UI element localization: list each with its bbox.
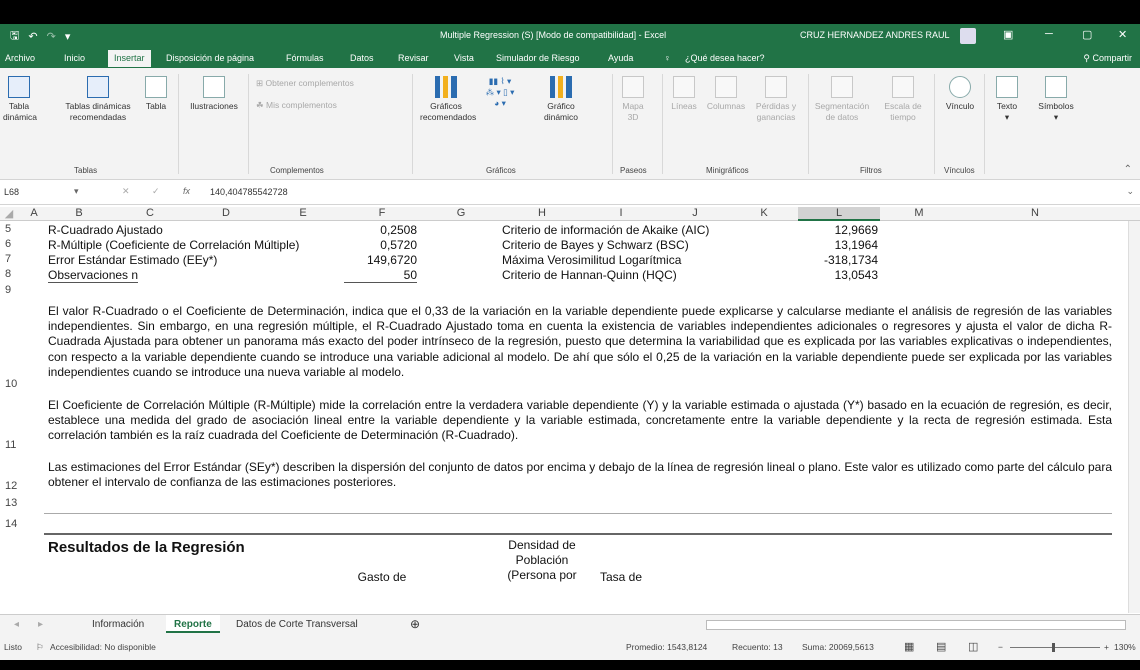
col-l[interactable]: L xyxy=(798,207,880,221)
recommended-charts-icon xyxy=(435,76,457,98)
link-button[interactable] xyxy=(940,76,980,112)
expand-formula-icon[interactable]: ⌄ xyxy=(1126,186,1134,196)
get-addins-label: Obtener complementos xyxy=(265,78,354,88)
pivot-table-label: Tabla dinámica xyxy=(3,101,38,122)
stat-value[interactable]: 0,2508 xyxy=(380,223,417,237)
symbols-label: Símbolos xyxy=(1038,101,1074,111)
stat-label[interactable]: Criterio de información de Akaike (AIC) xyxy=(502,223,710,237)
divider xyxy=(808,74,809,174)
status-count[interactable]: Recuento: 13 xyxy=(732,642,783,652)
page-layout-icon[interactable]: ▤ xyxy=(936,641,947,653)
status-mode: Listo xyxy=(4,642,22,652)
sparkline-winloss-button[interactable] xyxy=(750,76,802,123)
group-paseos: Paseos xyxy=(620,166,647,175)
scatter-chart-icon: ⁂ ▾ ▯ ▾ xyxy=(485,87,515,97)
recommended-pivot-label: Tablas dinámicas recomendadas xyxy=(65,101,131,122)
row-14[interactable]: 14 xyxy=(5,518,18,530)
stat-label[interactable]: Máxima Verosimilitud Logarítmica xyxy=(502,253,682,267)
recommended-pivot-button[interactable] xyxy=(58,76,138,123)
stat-value[interactable]: 12,9669 xyxy=(834,223,878,237)
status-average[interactable]: Promedio: 1543,8124 xyxy=(626,642,708,652)
omega-icon xyxy=(1045,76,1067,98)
sparkline-lines-button[interactable] xyxy=(668,76,700,112)
row-9[interactable]: 9 xyxy=(5,284,12,296)
section-heading[interactable]: Resultados de la Regresión xyxy=(48,539,245,556)
row-13[interactable]: 13 xyxy=(5,497,18,509)
col-m[interactable]: M xyxy=(914,207,924,219)
map3d-button[interactable] xyxy=(618,76,648,123)
divider xyxy=(662,74,663,174)
row-10[interactable]: 10 xyxy=(5,378,18,390)
illustrations-icon xyxy=(203,76,225,98)
cancel-icon[interactable]: ✕ xyxy=(122,186,130,196)
row-11[interactable]: 11 xyxy=(5,439,17,451)
tab-inicio[interactable]: Inicio xyxy=(64,53,86,63)
pie-chart-icon: ◕ ▾ xyxy=(494,98,506,108)
person-icon: ⚲ xyxy=(1083,53,1093,63)
window-title: Multiple Regression (S) [Modo de compatibilidad] - Excel xyxy=(440,30,667,40)
tell-me-search[interactable]: ¿Qué desea hacer? xyxy=(685,53,765,63)
tab-ayuda[interactable]: Ayuda xyxy=(608,53,634,63)
normal-view-icon[interactable]: ▦ xyxy=(904,641,915,653)
line-sparkline-icon xyxy=(673,76,695,98)
pivot-chart-button[interactable] xyxy=(536,76,586,123)
row-7[interactable]: 7 xyxy=(5,253,12,265)
next-sheet-icon[interactable]: ▸ xyxy=(38,619,44,630)
stat-value[interactable]: 149,6720 xyxy=(366,253,417,267)
chart-types-buttons[interactable] xyxy=(478,76,522,109)
pivot-table-button[interactable] xyxy=(3,76,38,123)
group-tablas: Tablas xyxy=(74,166,98,175)
recommended-charts-button[interactable] xyxy=(420,76,477,123)
customize-qat-icon[interactable]: ▾ xyxy=(64,30,71,43)
undo-icon[interactable]: ↶ xyxy=(28,30,38,43)
tab-disposicion[interactable]: Disposición de página xyxy=(166,53,255,63)
page-break-icon[interactable]: ◫ xyxy=(968,641,979,653)
ribbon-display-icon[interactable]: ▣ xyxy=(1003,29,1014,41)
timeline-label: Escala de tiempo xyxy=(884,101,922,122)
sparkline-columns-button[interactable] xyxy=(704,76,748,112)
tab-simulador[interactable]: Simulador de Riesgo xyxy=(496,53,580,63)
table-button[interactable] xyxy=(142,76,170,112)
link-label: Vínculo xyxy=(945,101,975,111)
col-a[interactable]: A xyxy=(30,207,38,219)
share-button[interactable] xyxy=(1083,53,1132,64)
col-k[interactable]: K xyxy=(760,207,768,219)
accessibility-status[interactable]: Accesibilidad: No disponible xyxy=(50,642,156,652)
divider xyxy=(934,74,935,174)
enter-icon[interactable]: ✓ xyxy=(152,186,160,196)
stat-value[interactable]: 13,0543 xyxy=(834,268,878,282)
addins-icon: ☘ xyxy=(256,100,266,110)
stat-value[interactable]: 13,1964 xyxy=(834,238,878,252)
zoom-in-icon[interactable]: + xyxy=(1104,642,1109,652)
sheet-tab-informacion[interactable]: Información xyxy=(92,619,145,630)
text-button[interactable]: Texto ▾ xyxy=(990,76,1024,123)
stat-label[interactable]: R-Cuadrado Ajustado xyxy=(48,223,163,237)
illustrations-label: Ilustraciones xyxy=(190,101,238,111)
col-f[interactable]: F xyxy=(378,207,386,219)
slicer-label: Segmentación de datos xyxy=(814,101,870,122)
text-icon xyxy=(996,76,1018,98)
column-sparkline-icon xyxy=(715,76,737,98)
sparkline-winloss-label: Pérdidas y ganancias xyxy=(755,101,797,122)
tab-insertar[interactable]: Insertar xyxy=(108,50,151,67)
sheet-tabs-bar xyxy=(0,614,1140,634)
sparkline-lines-label: Líneas xyxy=(671,101,697,111)
winloss-sparkline-icon xyxy=(765,76,787,98)
illustrations-button[interactable] xyxy=(184,76,244,112)
share-label: Compartir xyxy=(1092,53,1132,63)
table-label: Tabla xyxy=(145,101,167,111)
stat-label[interactable]: Criterio de Bayes y Schwarz (BSC) xyxy=(502,238,689,252)
paragraph-r-squared[interactable]: El valor R-Cuadrado o el Coeficiente de Determinación, indica que el 0,33 de la variación en la variable dependiente puede explicarse y calcularse mediante el análisis de regresión de las variables independientes. Sin embargo, en una regresión múltiple, el R-Cuadrado Ajustado toma en cuenta la existencia de variables independientes adicionales o regresores y ajusta el valor de dicha R-Cuadrada Ajustada para obtener un panorama más exacto del poder intrínseco de la regresión, puesto que determina la variabilidad que es explicada por las variables explicativas o independientes, con respecto a la variable dependiente cuando se introduce una variable adicional al modelo. De ahí que sólo el 0,25 de la variación en la variable dependiente puede ser explicada por las variables independientes cuando se introduce una nueva variable al modelo. xyxy=(48,304,1112,379)
col-b[interactable]: B xyxy=(75,207,83,219)
group-graficos: Gráficos xyxy=(486,166,516,175)
tab-revisar[interactable]: Revisar xyxy=(398,53,429,63)
excel-window xyxy=(0,24,1140,653)
lightbulb-icon: ♀ xyxy=(664,53,671,63)
stat-label[interactable]: R-Múltiple (Coeficiente de Correlación Múltiple) xyxy=(48,238,300,252)
title-bar xyxy=(0,24,1140,48)
accessibility-icon[interactable]: ⚐ xyxy=(36,642,44,652)
tab-formulas[interactable]: Fórmulas xyxy=(286,53,324,63)
pivot-chart-label: Gráfico dinámico xyxy=(543,101,579,122)
col-n[interactable]: N xyxy=(1031,207,1039,219)
group-filtros: Filtros xyxy=(860,166,882,175)
paragraph-r-multiple[interactable]: El Coeficiente de Correlación Múltiple (R-Múltiple) mide la correlación entre la verdadera variable dependiente (Y) y la variable estimada o ajustada (Y*) basado en la ecuación de regresión, es decir, establece una medida del grado de asociación lineal entre la variable dependiente y la variable estimada, concretamente entre la variable dependiente y la recta de regresión estimada. Esta correlación también es la raíz cuadrada del Coeficiente de Determinación (R-Cuadrado). xyxy=(48,398,1112,443)
timeline-icon xyxy=(892,76,914,98)
divider xyxy=(248,74,249,174)
namebox-dropdown-icon[interactable]: ▾ xyxy=(74,186,79,196)
sparkline-columns-label: Columnas xyxy=(706,101,746,111)
store-icon: ⊞ xyxy=(256,78,266,88)
pivot-chart-icon xyxy=(550,76,572,98)
col-c[interactable]: C xyxy=(146,207,154,219)
divider xyxy=(612,74,613,174)
row-6[interactable]: 6 xyxy=(5,238,12,250)
row-12[interactable]: 12 xyxy=(5,480,18,492)
timeline-button[interactable] xyxy=(878,76,928,123)
get-addins-button[interactable] xyxy=(256,78,354,89)
table-icon xyxy=(145,76,167,98)
stat-label[interactable]: Error Estándar Estimado (EEy*) xyxy=(48,253,218,267)
slicer-icon xyxy=(831,76,853,98)
col-h[interactable]: H xyxy=(538,207,546,219)
name-box[interactable]: L68 xyxy=(4,187,20,197)
symbols-button[interactable]: Símbolos ▾ xyxy=(1034,76,1078,123)
user-name[interactable]: CRUZ HERNANDEZ ANDRES RAUL xyxy=(800,30,950,40)
divider xyxy=(178,74,179,174)
column-headers xyxy=(0,207,1140,221)
tab-datos[interactable]: Datos xyxy=(350,53,374,63)
vertical-scrollbar[interactable] xyxy=(1128,221,1140,613)
stat-value[interactable]: 0,5720 xyxy=(380,238,417,252)
group-complementos: Complementos xyxy=(270,166,324,175)
column-header-gasto[interactable]: Gasto de xyxy=(357,570,407,584)
stat-label[interactable]: Observaciones n xyxy=(48,268,139,282)
minimize-button[interactable]: ─ xyxy=(1045,28,1053,40)
globe-link-icon xyxy=(949,76,971,98)
formula-input[interactable]: 140,404785542728 xyxy=(210,187,288,197)
heading-rule xyxy=(44,533,1112,535)
text-label: Texto xyxy=(996,101,1018,111)
close-button[interactable]: ✕ xyxy=(1118,29,1128,41)
col-g[interactable]: G xyxy=(456,207,466,219)
column-header-tasa[interactable]: Tasa de xyxy=(599,570,643,584)
stat-value[interactable]: 50 xyxy=(344,268,417,283)
zoom-thumb[interactable] xyxy=(1052,643,1055,652)
group-vinculos: Vínculos xyxy=(944,166,975,175)
avatar[interactable] xyxy=(960,28,976,44)
sheet-tab-datos[interactable]: Datos de Corte Transversal xyxy=(236,619,358,630)
col-e[interactable]: E xyxy=(299,207,307,219)
zoom-slider[interactable] xyxy=(1010,647,1100,648)
divider xyxy=(412,74,413,174)
fx-icon[interactable]: fx xyxy=(183,186,191,196)
slicer-button[interactable] xyxy=(814,76,870,123)
collapse-ribbon-icon[interactable]: ⌃ xyxy=(1123,164,1132,175)
formula-bar xyxy=(0,181,1140,205)
zoom-out-icon[interactable]: − xyxy=(998,642,1003,652)
column-header-densidad[interactable]: Densidad de Población (Persona por xyxy=(507,538,577,582)
divider xyxy=(984,74,985,174)
tab-archivo[interactable]: Archivo xyxy=(5,53,36,63)
paragraph-standard-error[interactable]: Las estimaciones del Error Estándar (SEy*) describen la dispersión del conjunto de datos por encima y debajo de la línea de regresión lineal o plano. Este valor es utilizado como parte del cálculo para obtener el intervalo de confianza de las estimaciones posteriores. xyxy=(48,460,1112,490)
ribbon xyxy=(0,68,1140,180)
row-8[interactable]: 8 xyxy=(5,268,12,280)
tab-vista[interactable]: Vista xyxy=(454,53,474,63)
stat-label[interactable]: Criterio de Hannan-Quinn (HQC) xyxy=(502,268,677,282)
col-d[interactable]: D xyxy=(222,207,230,219)
map3d-icon xyxy=(622,76,644,98)
prev-sheet-icon[interactable]: ◂ xyxy=(14,619,20,630)
column-chart-icon: ▮▮ ⌇ ▾ xyxy=(488,76,512,86)
my-addins-label: Mis complementos xyxy=(265,100,337,110)
row-5[interactable]: 5 xyxy=(5,223,12,235)
col-i[interactable]: I xyxy=(619,207,623,219)
sheet-tab-reporte[interactable]: Reporte xyxy=(166,615,220,633)
divider xyxy=(44,513,1112,514)
status-sum[interactable]: Suma: 20069,5613 xyxy=(802,642,874,652)
my-addins-button[interactable] xyxy=(256,100,337,111)
save-icon[interactable]: 🖫 xyxy=(10,29,20,42)
maximize-button[interactable]: ▢ xyxy=(1082,29,1093,41)
ribbon-tabs xyxy=(0,48,1140,68)
redo-icon[interactable]: ↷ xyxy=(46,30,56,43)
horizontal-scrollbar[interactable] xyxy=(706,620,1126,630)
stat-value[interactable]: -318,1734 xyxy=(823,253,878,267)
group-minigraficos: Minigráficos xyxy=(706,166,749,175)
select-all-corner[interactable]: ◢ xyxy=(4,208,14,220)
recommended-charts-label: Gráficos recomendados xyxy=(420,101,477,122)
status-bar xyxy=(0,634,1140,660)
add-sheet-icon[interactable]: ⊕ xyxy=(410,617,421,631)
recommended-pivot-icon xyxy=(87,76,109,98)
pivot-table-icon xyxy=(8,76,30,98)
zoom-level[interactable]: 130% xyxy=(1114,642,1136,652)
map3d-label: Mapa 3D xyxy=(622,101,644,122)
col-j[interactable]: J xyxy=(692,207,698,219)
